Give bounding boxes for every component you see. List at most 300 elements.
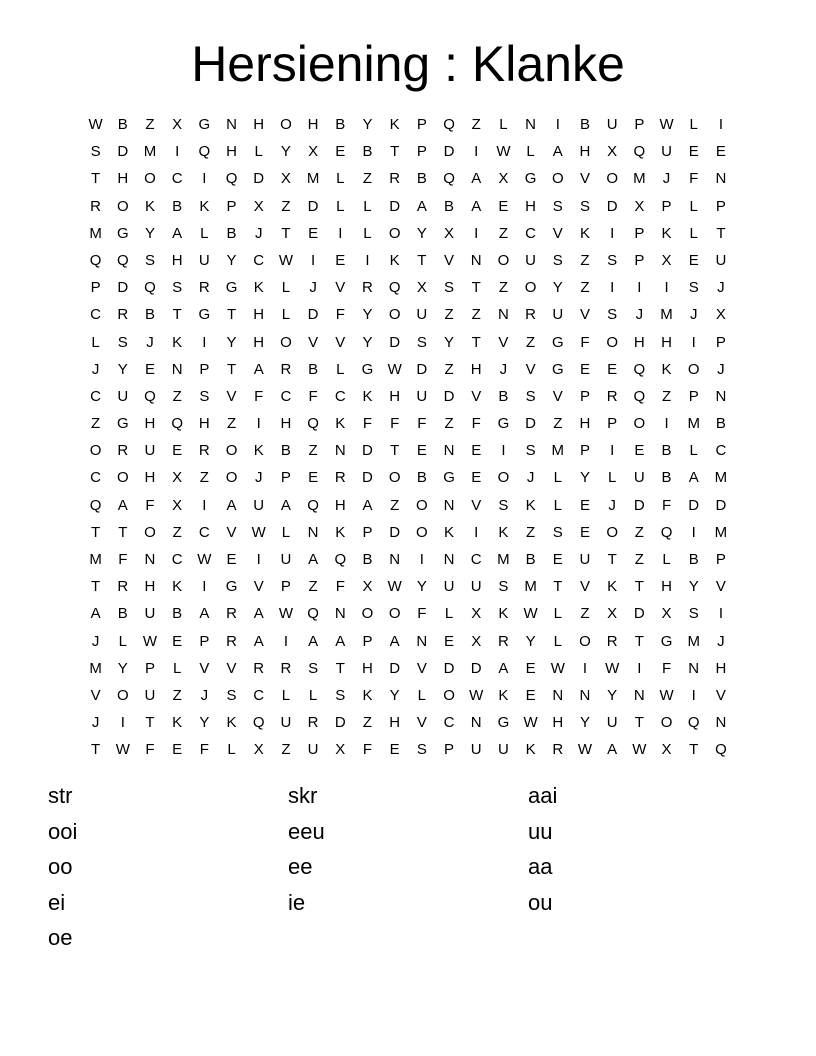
grid-letter: W: [659, 686, 674, 704]
grid-letter: S: [579, 197, 590, 215]
grid-letter: D: [443, 659, 455, 677]
grid-letter: D: [443, 387, 455, 405]
grid-letter: Y: [144, 224, 155, 242]
grid-letter: A: [389, 632, 400, 650]
grid-letter: Z: [580, 605, 590, 623]
grid-letter: M: [89, 551, 102, 568]
grid-letter: M: [524, 578, 537, 596]
grid-letter: I: [610, 279, 615, 297]
grid-letter: D: [253, 170, 265, 188]
grid-letter: H: [226, 143, 237, 161]
grid-letter: V: [90, 686, 101, 704]
grid-letter: R: [280, 659, 292, 677]
grid-letter: B: [525, 551, 536, 568]
grid-letter: G: [551, 360, 564, 378]
grid-letter: T: [471, 279, 481, 297]
grid-letter: X: [634, 197, 645, 215]
grid-letter: R: [117, 442, 129, 460]
grid-letter: K: [525, 496, 536, 514]
grid-letter: G: [116, 415, 129, 433]
grid-letter: K: [362, 387, 373, 405]
grid-letter: F: [118, 551, 128, 568]
grid-letter: X: [661, 605, 672, 623]
grid-letter: E: [471, 442, 482, 460]
grid-letter: U: [470, 578, 482, 596]
grid-letter: O: [388, 224, 401, 242]
grid-letter: P: [416, 143, 427, 161]
word-list-item: eeu: [288, 818, 325, 844]
grid-letter: V: [335, 279, 346, 297]
grid-letter: L: [336, 197, 345, 215]
grid-letter: G: [497, 415, 510, 433]
grid-letter: A: [308, 551, 319, 568]
grid-letter: Q: [307, 415, 319, 433]
grid-letter: T: [553, 578, 563, 596]
grid-letter: Q: [443, 116, 455, 133]
grid-letter: S: [335, 686, 346, 704]
grid-letter: R: [307, 714, 319, 732]
grid-letter: S: [144, 251, 155, 269]
grid-letter: K: [444, 523, 455, 541]
grid-letter: D: [362, 442, 373, 460]
word-list-item: skr: [288, 783, 318, 808]
grid-letter: H: [198, 415, 210, 433]
grid-letter: O: [606, 170, 618, 188]
grid-letter: Q: [252, 714, 265, 732]
grid-letter: D: [633, 496, 645, 514]
grid-letter: I: [202, 578, 207, 596]
grid-letter: P: [661, 197, 672, 215]
grid-row: [82, 546, 735, 573]
grid-letter: N: [715, 714, 727, 732]
grid-letter: X: [416, 279, 427, 297]
grid-letter: A: [471, 170, 482, 188]
grid-letter: B: [661, 469, 672, 487]
grid-letter: X: [172, 496, 183, 514]
grid-letter: A: [117, 496, 128, 514]
grid-letter: N: [443, 442, 455, 460]
grid-letter: Z: [281, 197, 291, 215]
grid-letter: Z: [661, 387, 672, 405]
grid-letter: B: [362, 551, 373, 568]
grid-letter: I: [338, 224, 343, 242]
grid-letter: A: [335, 632, 346, 650]
grid-letter: R: [117, 306, 129, 324]
grid-row: [82, 165, 735, 192]
grid-row: [82, 410, 735, 437]
grid-letter: O: [89, 442, 102, 460]
grid-letter: O: [116, 197, 129, 215]
grid-letter: L: [118, 632, 127, 650]
grid-letter: U: [253, 496, 265, 514]
grid-letter: Q: [633, 143, 646, 161]
grid-row: [82, 247, 735, 274]
grid-letter: U: [416, 387, 428, 405]
grid-letter: S: [498, 578, 509, 596]
grid-letter: B: [661, 442, 672, 460]
grid-letter: Q: [443, 170, 455, 188]
grid-letter: A: [362, 496, 373, 514]
grid-letter: D: [688, 496, 700, 514]
grid-letter: H: [633, 333, 645, 351]
grid-letter: D: [525, 415, 537, 433]
grid-letter: X: [715, 306, 726, 324]
grid-letter: L: [689, 224, 698, 242]
grid-letter: L: [227, 741, 236, 759]
grid-letter: L: [281, 279, 291, 297]
grid-letter: E: [172, 632, 183, 650]
grid-letter: S: [117, 333, 128, 351]
grid-letter: P: [607, 415, 618, 433]
grid-letter: K: [661, 224, 672, 242]
grid-letter: D: [389, 523, 401, 541]
grid-letter: Q: [334, 551, 347, 568]
grid-letter: I: [256, 551, 261, 568]
grid-letter: F: [145, 741, 155, 759]
grid-letter: V: [308, 333, 319, 351]
grid-letter: Z: [172, 523, 182, 541]
grid-letter: T: [689, 741, 699, 759]
grid-letter: D: [307, 306, 319, 324]
grid-letter: F: [390, 415, 400, 433]
grid-letter: W: [659, 116, 674, 133]
grid-letter: Y: [362, 306, 373, 324]
grid-letter: Z: [308, 578, 318, 596]
grid-letter: B: [416, 469, 427, 487]
grid-letter: L: [526, 143, 535, 161]
grid-letter: I: [610, 224, 615, 242]
grid-letter: H: [144, 415, 156, 433]
grid-letter: L: [281, 686, 291, 704]
grid-letter: V: [715, 686, 726, 704]
grid-letter: D: [362, 469, 373, 487]
grid-letter: R: [606, 387, 618, 405]
grid-letter: E: [144, 360, 155, 378]
grid-row: [82, 492, 735, 519]
grid-letter: X: [253, 741, 264, 759]
grid-letter: K: [253, 442, 264, 460]
grid-letter: F: [254, 387, 264, 405]
grid-letter: A: [172, 224, 183, 242]
grid-letter: R: [226, 632, 237, 650]
grid-letter: J: [91, 632, 100, 650]
grid-letter: H: [661, 578, 672, 596]
grid-letter: Q: [144, 279, 156, 297]
grid-letter: X: [607, 143, 618, 161]
grid-letter: Z: [580, 251, 590, 269]
grid-letter: Z: [471, 306, 481, 324]
grid-letter: I: [365, 251, 370, 269]
grid-letter: B: [579, 116, 590, 133]
grid-letter: X: [471, 632, 482, 650]
grid-letter: S: [498, 496, 509, 514]
word-list-item: aa: [528, 854, 553, 879]
grid-letter: H: [171, 251, 183, 269]
grid-letter: W: [523, 605, 538, 623]
grid-letter: J: [91, 714, 100, 732]
grid-letter: L: [553, 605, 562, 623]
grid-letter: A: [90, 605, 101, 623]
grid-letter: Y: [280, 143, 291, 161]
grid-letter: I: [664, 279, 669, 297]
grid-letter: P: [226, 197, 237, 215]
grid-row: [82, 655, 735, 682]
grid-letter: T: [91, 523, 101, 541]
grid-letter: D: [117, 143, 129, 161]
grid-letter: M: [89, 659, 102, 677]
grid-letter: D: [117, 279, 129, 297]
grid-letter: Y: [389, 686, 400, 704]
grid-letter: G: [198, 116, 211, 133]
grid-letter: I: [610, 442, 615, 460]
grid-letter: K: [498, 686, 509, 704]
grid-letter: N: [470, 714, 482, 732]
grid-letter: X: [172, 116, 183, 133]
grid-letter: L: [281, 523, 291, 541]
word-list-item: oo: [48, 854, 73, 879]
grid-letter: M: [687, 632, 700, 650]
grid-letter: F: [145, 496, 155, 514]
grid-letter: M: [687, 415, 700, 433]
grid-letter: R: [117, 578, 129, 596]
grid-letter: B: [444, 197, 455, 215]
grid-letter: Z: [444, 360, 454, 378]
grid-letter: O: [280, 116, 292, 133]
grid-letter: C: [171, 170, 183, 188]
grid-letter: Y: [226, 333, 237, 351]
grid-letter: U: [552, 306, 564, 324]
grid-letter: Q: [198, 143, 211, 161]
grid-letter: R: [497, 632, 509, 650]
grid-row: [82, 274, 735, 301]
grid-row: [82, 111, 735, 138]
grid-letter: G: [443, 469, 455, 487]
grid-letter: O: [280, 333, 292, 351]
grid-letter: L: [363, 224, 372, 242]
grid-letter: G: [225, 578, 238, 596]
grid-letter: G: [116, 224, 129, 242]
grid-letter: A: [226, 496, 237, 514]
grid-letter: S: [688, 279, 699, 297]
grid-letter: K: [607, 578, 618, 596]
grid-letter: X: [661, 741, 672, 759]
grid-letter: U: [715, 251, 727, 269]
grid-letter: S: [416, 741, 427, 759]
word-list-item: uu: [528, 818, 553, 844]
grid-letter: L: [336, 360, 345, 378]
grid-row: [82, 329, 735, 356]
grid-letter: J: [91, 360, 100, 378]
grid-letter: S: [416, 333, 427, 351]
grid-letter: C: [90, 387, 102, 405]
grid-letter: F: [661, 659, 672, 677]
grid-letter: G: [361, 360, 374, 378]
grid-letter: D: [715, 496, 727, 514]
grid-letter: N: [334, 442, 346, 460]
grid-letter: V: [444, 251, 455, 269]
grid-letter: L: [363, 197, 372, 215]
grid-letter: C: [253, 251, 265, 269]
grid-letter: U: [144, 686, 156, 704]
grid-letter: V: [226, 523, 237, 541]
word-list-item: ee: [288, 854, 313, 879]
grid-letter: H: [579, 415, 591, 433]
grid-letter: H: [280, 415, 292, 433]
grid-letter: R: [90, 197, 102, 215]
grid-letter: N: [552, 686, 564, 704]
grid-letter: B: [715, 415, 726, 433]
grid-letter: O: [606, 523, 618, 541]
grid-letter: T: [91, 578, 101, 596]
grid-letter: P: [634, 224, 645, 242]
grid-letter: D: [307, 197, 319, 215]
letter-grid: [82, 111, 735, 764]
grid-letter: M: [89, 224, 102, 242]
word-list-item: oe: [48, 925, 73, 950]
grid-letter: E: [579, 496, 590, 514]
grid-letter: Q: [171, 415, 183, 433]
grid-letter: C: [198, 523, 210, 541]
grid-letter: Z: [226, 415, 237, 433]
grid-letter: R: [334, 469, 346, 487]
grid-letter: O: [388, 605, 401, 623]
grid-letter: E: [634, 442, 645, 460]
grid-letter: D: [470, 659, 482, 677]
grid-letter: O: [633, 415, 646, 433]
grid-letter: W: [550, 659, 565, 677]
grid-letter: K: [579, 224, 590, 242]
grid-letter: J: [717, 632, 725, 650]
grid-letter: Z: [553, 415, 563, 433]
grid-letter: Y: [579, 469, 590, 487]
grid-letter: T: [335, 659, 345, 677]
grid-letter: Q: [307, 496, 319, 514]
grid-letter: S: [552, 523, 563, 541]
grid-letter: W: [387, 360, 402, 378]
grid-row: [82, 682, 735, 709]
grid-letter: H: [144, 469, 156, 487]
grid-letter: P: [280, 578, 291, 596]
grid-row: [82, 600, 735, 627]
grid-letter: Q: [307, 605, 319, 623]
grid-letter: V: [199, 659, 210, 677]
grid-letter: U: [307, 741, 319, 759]
grid-letter: I: [637, 659, 642, 677]
grid-letter: J: [717, 360, 725, 378]
grid-letter: S: [688, 605, 699, 623]
grid-letter: E: [471, 469, 482, 487]
grid-letter: T: [172, 306, 182, 324]
grid-letter: V: [416, 659, 427, 677]
grid-letter: Y: [444, 333, 455, 351]
grid-letter: L: [91, 333, 100, 351]
grid-letter: V: [471, 496, 482, 514]
grid-letter: O: [551, 170, 564, 188]
grid-letter: S: [552, 251, 563, 269]
grid-letter: W: [115, 741, 130, 759]
grid-letter: A: [308, 632, 319, 650]
grid-letter: E: [416, 442, 427, 460]
grid-letter: U: [661, 143, 672, 161]
grid-letter: T: [118, 523, 128, 541]
grid-letter: J: [309, 279, 317, 297]
grid-letter: Q: [116, 251, 129, 269]
grid-letter: E: [335, 143, 346, 161]
grid-letter: Y: [416, 224, 427, 242]
grid-letter: Z: [145, 116, 155, 133]
grid-letter: W: [577, 741, 593, 759]
grid-letter: V: [226, 659, 237, 677]
grid-letter: O: [524, 279, 537, 297]
grid-letter: T: [390, 143, 400, 161]
grid-letter: J: [608, 496, 616, 514]
grid-letter: I: [474, 143, 479, 161]
grid-letter: X: [253, 197, 264, 215]
grid-letter: N: [416, 632, 428, 650]
grid-letter: V: [525, 360, 536, 378]
grid-letter: Q: [89, 251, 102, 269]
grid-letter: H: [253, 306, 265, 324]
grid-letter: H: [253, 333, 265, 351]
grid-letter: H: [525, 197, 537, 215]
grid-letter: Z: [526, 523, 536, 541]
grid-letter: H: [362, 659, 373, 677]
grid-letter: B: [172, 605, 183, 623]
grid-letter: K: [661, 360, 672, 378]
grid-row: [82, 628, 735, 655]
grid-letter: E: [688, 251, 699, 269]
grid-letter: I: [718, 605, 723, 623]
grid-letter: E: [498, 197, 509, 215]
word-list-item: ou: [528, 889, 553, 915]
grid-letter: Z: [444, 306, 454, 324]
grid-letter: N: [525, 116, 537, 133]
grid-letter: C: [253, 686, 265, 704]
grid-letter: Z: [390, 496, 400, 514]
grid-letter: E: [308, 469, 319, 487]
grid-row: [82, 193, 735, 220]
grid-letter: I: [311, 251, 316, 269]
grid-letter: Z: [362, 170, 373, 188]
grid-letter: A: [607, 741, 618, 759]
grid-letter: I: [691, 333, 696, 351]
grid-letter: W: [197, 551, 212, 568]
grid-letter: F: [661, 496, 672, 514]
grid-letter: F: [417, 415, 427, 433]
grid-letter: T: [634, 632, 644, 650]
grid-letter: C: [525, 224, 537, 242]
grid-letter: S: [172, 279, 183, 297]
grid-letter: R: [253, 659, 265, 677]
grid-letter: R: [362, 279, 373, 297]
grid-letter: Z: [526, 333, 536, 351]
grid-letter: C: [443, 714, 455, 732]
grid-letter: T: [91, 170, 101, 188]
grid-letter: O: [416, 496, 428, 514]
grid-letter: K: [389, 251, 400, 269]
grid-letter: O: [579, 632, 591, 650]
grid-letter: V: [579, 578, 590, 596]
grid-letter: Y: [607, 686, 618, 704]
grid-letter: Y: [362, 116, 373, 133]
grid-letter: F: [471, 415, 481, 433]
grid-letter: A: [498, 659, 509, 677]
grid-letter: L: [499, 116, 508, 133]
grid-row: [82, 301, 735, 328]
grid-letter: M: [143, 143, 157, 161]
grid-letter: L: [689, 116, 698, 133]
grid-letter: Z: [172, 686, 182, 704]
